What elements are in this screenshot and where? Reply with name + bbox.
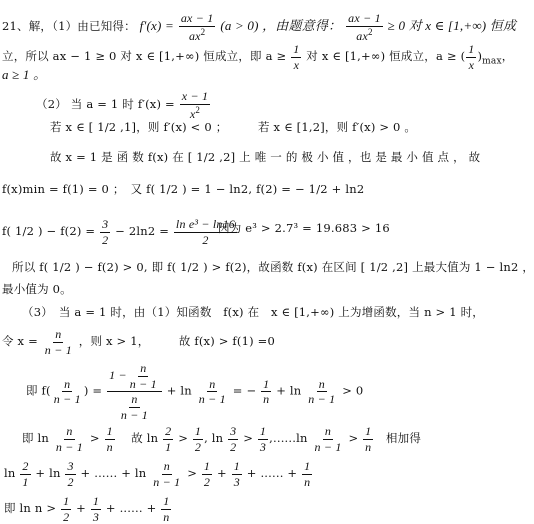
fraction — [202, 460, 212, 488]
f-close: ) = — [83, 383, 103, 398]
numerator: ax − 1 — [348, 11, 381, 25]
numerator: 3 — [67, 459, 74, 473]
part3-d — [22, 425, 421, 453]
part3-e — [4, 460, 313, 488]
denominator — [188, 105, 202, 121]
denominator: n — [263, 392, 270, 407]
denominator: n − 1 — [308, 392, 336, 407]
denominator: 2 — [202, 232, 209, 247]
denominator: n — [106, 439, 113, 454]
fraction — [105, 425, 115, 453]
fraction — [43, 328, 74, 356]
fraction — [466, 43, 476, 71]
fraction — [161, 495, 171, 523]
fraction — [228, 425, 238, 453]
fraction — [61, 495, 71, 523]
max-subscript: max — [482, 56, 502, 67]
fraction — [128, 362, 159, 390]
denominator: n — [163, 509, 170, 524]
denominator: n — [304, 474, 311, 489]
part2-conc: 故 x = 1 是 函 数 f(x) 在 [ 1/2 ,2] 上 唯 一 的 极 小 值 ，也 是 最 小 值 点 ， 故 — [50, 150, 481, 164]
part3-c — [26, 362, 363, 421]
denominator — [187, 27, 207, 43]
plus-ln: + ln — [35, 466, 61, 481]
numerator: 1 — [468, 42, 475, 56]
numerator: n — [140, 361, 147, 375]
denominator: n − 1 — [198, 392, 226, 407]
numerator: ln e³ − ln16 — [175, 217, 236, 231]
complex-numerator — [107, 362, 162, 392]
numerator: 1 — [203, 459, 211, 473]
numerator: ax − 1 — [180, 11, 214, 25]
line-2-c: ， — [501, 49, 514, 64]
numerator: 2 — [22, 459, 29, 473]
den-text: ax — [188, 28, 201, 43]
fraction — [363, 425, 373, 453]
plus: + — [216, 466, 227, 481]
fraction — [163, 425, 173, 453]
numerator: n — [318, 376, 325, 391]
gt: > — [178, 431, 189, 446]
denominator: n − 1 — [314, 439, 342, 454]
fraction — [291, 43, 301, 71]
fraction — [52, 378, 83, 406]
fraction — [180, 90, 210, 120]
numerator: n — [55, 327, 62, 341]
den-text: x — [189, 106, 196, 121]
part2-min: f(x)min = f(1) = 0 ； 又 f( 1/2 ) = 1 − ln2, f(2) = − 1/2 + ln2 — [2, 182, 365, 196]
part2-label: （2） 当 a = 1 时 f′(x) = — [36, 97, 175, 112]
numerator: 1 — [365, 424, 372, 438]
part2-case2: 若 x ∈ [1,2]，则 f′(x) > 0 。 — [258, 120, 417, 134]
fraction — [197, 378, 228, 406]
ln: ln — [4, 466, 16, 481]
paren: ) — [477, 49, 483, 64]
part3-a: （3） 当 a = 1 时，由（1）知函数 f(x) 在 x ∈ [1,+∞) 上为增函数，当 n > 1 时， — [22, 305, 484, 319]
fraction — [179, 12, 216, 42]
exp: 2 — [195, 104, 201, 115]
exp: 2 — [200, 26, 206, 37]
numerator: 1 — [259, 424, 267, 438]
fraction — [346, 12, 383, 42]
fraction — [261, 378, 271, 406]
denominator: 2 — [194, 439, 202, 454]
denominator: x — [468, 57, 475, 72]
diff-b: − 2ln2 = — [115, 224, 170, 239]
diff-a: f( 1/2 ) − f(2) = — [2, 224, 96, 239]
derivative-label: f′(x) = — [139, 18, 174, 34]
numerator: 3 — [230, 424, 237, 438]
denominator: n − 1 — [129, 376, 157, 391]
complex-fraction — [107, 362, 162, 421]
denominator — [354, 27, 374, 43]
part2-diff — [2, 218, 238, 246]
denominator: 2 — [63, 509, 70, 524]
exp: 2 — [368, 26, 373, 37]
plus: + — [76, 501, 86, 516]
gt: > — [187, 466, 198, 481]
part2-case1: 若 x ∈ [ 1/2 ,1]，则 f′(x) < 0 ； — [50, 120, 228, 134]
condition-text: (a > 0) ，由题意得： — [220, 18, 342, 34]
numerator: 1 — [63, 494, 70, 508]
comma-ln: , ln — [204, 431, 224, 446]
fraction — [100, 218, 110, 246]
part3-b — [2, 328, 275, 356]
denominator: 2 — [230, 439, 237, 454]
fraction — [302, 460, 312, 488]
denominator: 3 — [92, 509, 100, 524]
denominator: n − 1 — [53, 392, 81, 407]
let-x-tail: ，则 x > 1， 故 f(x) > f(1) =0 — [78, 334, 275, 349]
denominator: 2 — [102, 232, 109, 247]
numerator: n — [163, 459, 170, 473]
denominator: 3 — [259, 439, 267, 454]
line-1 — [2, 12, 516, 42]
part2-conc3: 最小值为 0。 — [2, 282, 72, 296]
dots-ln: ,......ln — [269, 431, 308, 446]
denominator: 1 — [165, 439, 172, 454]
dots: + ...... + — [105, 501, 157, 516]
dots-ln: + ...... + ln — [80, 466, 147, 481]
denominator: x — [293, 57, 300, 72]
numerator: 1 — [163, 494, 170, 508]
gt: > — [89, 431, 100, 446]
part2-conc2: 所以 f( 1/2 ) − f(2) > 0, 即 f( 1/2 ) > f(2)，故函数 f(x) 在区间 [ 1/2 ,2] 上最大值为 1 − ln2 ， — [12, 260, 534, 274]
numerator: 3 — [102, 217, 109, 231]
numerator: n — [324, 424, 332, 438]
ji-ln: 即 ln — [22, 431, 50, 446]
numerator: 1 — [106, 424, 113, 438]
dots: + ...... + — [246, 466, 298, 481]
fraction — [54, 425, 85, 453]
numerator: x − 1 — [181, 89, 209, 103]
fraction — [151, 460, 182, 488]
denominator: 1 — [22, 474, 29, 489]
complex-denominator — [116, 392, 153, 421]
denominator: 2 — [203, 474, 211, 489]
numerator: 1 — [92, 494, 100, 508]
denominator: 3 — [233, 474, 240, 489]
line-2-b: 对 x ∈ [1,+∞) 恒成立，a ≥ ( — [306, 49, 466, 64]
plus-ln: + ln — [276, 383, 302, 398]
numerator: 1 — [263, 376, 270, 391]
line-1-tail: ≥ 0 对 x ∈ [1,+∞) 恒成 — [387, 18, 517, 34]
denominator: n — [365, 439, 372, 454]
numerator: 1 — [293, 42, 300, 56]
part2-head — [36, 90, 211, 120]
denominator: 2 — [67, 474, 74, 489]
fraction — [20, 460, 30, 488]
problem-header: 21、解，（1）由已知得： — [2, 19, 136, 34]
line-2-a: 立，所以 ax − 1 ≥ 0 对 x ∈ [1,+∞) 恒成立，即 a ≥ — [2, 49, 287, 64]
numerator: 1 — [194, 424, 202, 438]
part2-reason: 因为 e³ > 2.7³ = 19.683 > 16 — [218, 221, 390, 235]
gt-zero: > 0 — [342, 383, 364, 398]
line-3: a ≥ 1 。 — [2, 67, 47, 82]
fraction — [119, 393, 150, 421]
denominator: n − 1 — [120, 407, 149, 422]
fraction — [312, 425, 343, 453]
den-text: ax — [356, 28, 368, 43]
fraction — [65, 460, 75, 488]
numerator: n — [131, 392, 138, 407]
fraction — [91, 495, 101, 523]
numerator: 1 — [233, 459, 240, 473]
f-open: 即 f( — [26, 383, 51, 398]
gt: > — [348, 431, 359, 446]
let-x: 令 x = — [2, 334, 38, 349]
gt: > — [243, 431, 254, 446]
denominator: n − 1 — [153, 474, 181, 489]
ji-ln-n: 即 ln n > — [4, 501, 57, 516]
fraction — [232, 460, 242, 488]
numerator: n — [66, 424, 73, 438]
numerator: 2 — [165, 424, 172, 438]
denominator: n − 1 — [44, 342, 72, 357]
eq-minus: = − — [232, 383, 257, 398]
plus-ln: + ln — [166, 383, 192, 398]
numerator: 1 — [304, 459, 311, 473]
line-2 — [2, 43, 513, 71]
fraction — [193, 425, 203, 453]
fraction — [306, 378, 337, 406]
part3-f — [4, 495, 172, 523]
denominator: n − 1 — [55, 439, 84, 454]
one-minus: 1 − — [109, 367, 127, 382]
gu-ln: 故 ln — [131, 431, 159, 446]
add-up: 相加得 — [385, 431, 422, 446]
numerator: n — [64, 376, 71, 391]
fraction — [258, 425, 268, 453]
numerator: n — [209, 376, 216, 391]
